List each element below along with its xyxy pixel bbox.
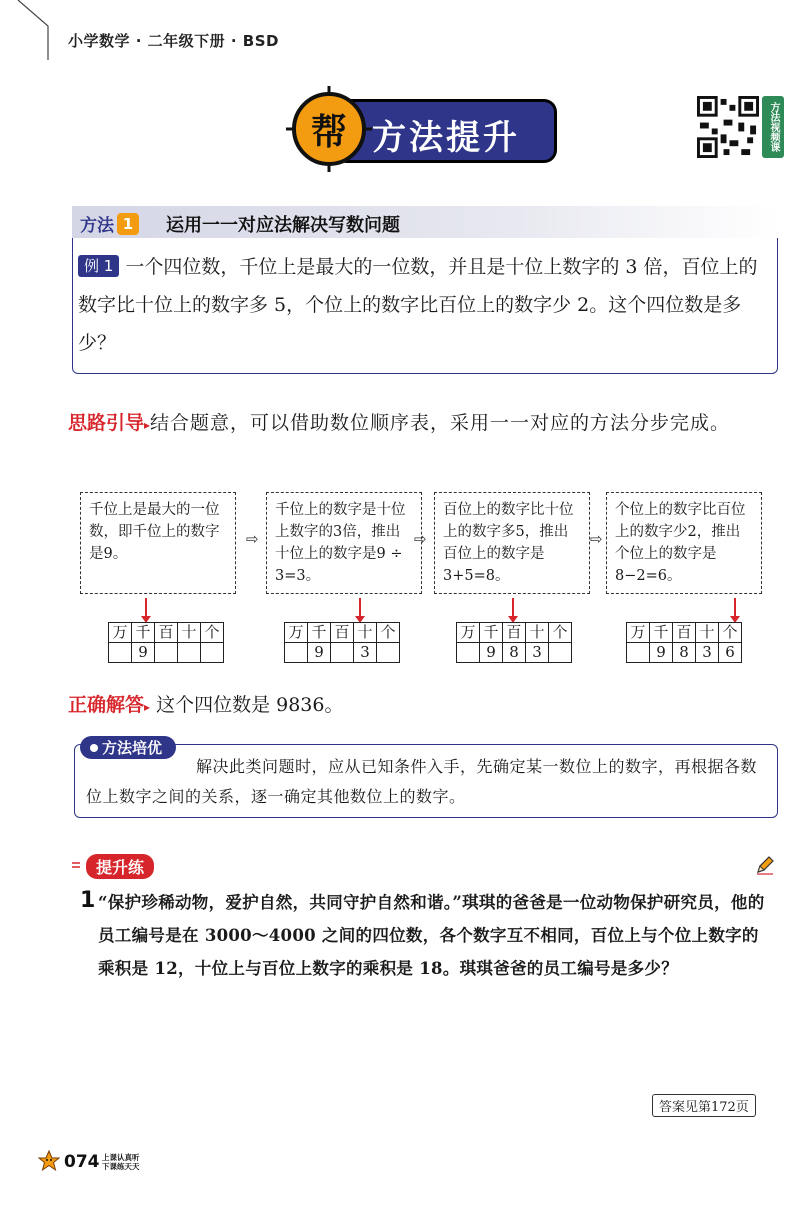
pv-header: 百 [503,623,526,643]
pv-header: 万 [285,623,308,643]
pv-header: 千 [308,623,331,643]
pv-header: 十 [178,623,201,643]
pv-cell: 6 [719,643,742,663]
slogan-line-1: 上课认真听 [102,1153,140,1162]
answer-label [68,694,150,716]
corner-decoration [0,0,60,60]
method-title: 运用一一对应法解决写数问题 [166,215,400,236]
answer-label-text: 正确解答 [68,694,145,716]
arrow-down-icon [359,598,361,618]
place-value-table-4 [626,622,742,663]
pv-header: 十 [354,623,377,643]
pv-cell: 9 [308,643,331,663]
arrow-down-icon [734,598,736,618]
tip-label: 方法培优 [102,739,163,757]
arrow-down-icon [145,598,147,618]
triangle-right-icon: ▸ [144,418,151,432]
pv-cell [377,643,400,663]
pv-cell: 9 [480,643,503,663]
pv-header: 千 [650,623,673,643]
arrow-right-icon: ⇨ [246,530,259,548]
pv-cell [155,643,178,663]
step-box-2: 千位上的数字是十位上数字的3倍，推出十位上的数字是9 ÷ 3=3。 [266,492,422,594]
problem-text: “保护珍稀动物，爱护自然，共同守护自然和谐。”琪琪的爸爸是一位动物保护研究员，他的员工编号是在 3000～4000 之间的四位数，各个数字互不相同，百位上与个位上数字的乘积是 12，十位上与百位上数字的乘积是 18。琪琪爸爸的员工编号是多少？ [98,893,765,978]
qr-tab-label: 方法视频课 [762,96,784,158]
pv-header: 千 [132,623,155,643]
pv-header: 十 [526,623,549,643]
triangle-right-icon: ▸ [144,700,151,714]
arrow-down-icon [512,598,514,618]
pv-header: 个 [719,623,742,643]
step-box-3: 百位上的数字比十位上的数字多5，推出百位上的数字是3+5=8。 [434,492,590,594]
pv-cell: 8 [503,643,526,663]
example-problem [78,248,774,362]
pv-header: 百 [331,623,354,643]
pencil-icon [754,854,776,876]
pv-header: 万 [109,623,132,643]
place-value-table-3 [456,622,572,663]
place-value-table-1 [108,622,224,663]
pv-cell: 8 [673,643,696,663]
pv-header: 百 [155,623,178,643]
pv-cell: 9 [650,643,673,663]
pv-header: 个 [201,623,224,643]
pv-cell: 3 [354,643,377,663]
guide-text: 结合题意，可以借助数位顺序表，采用一一对应的方法分步完成。 [150,412,731,434]
method-tag [80,211,139,236]
correct-answer [68,690,344,717]
pv-header: 十 [696,623,719,643]
footer-slogan [102,1153,140,1171]
step-box-4: 个位上的数字比百位上的数字少2，推出个位上的数字是8−2=6。 [606,492,762,594]
method-number: 1 [117,213,139,235]
example-tag: 例 1 [78,255,119,277]
pv-header: 个 [377,623,400,643]
pv-cell [549,643,572,663]
pv-cell [178,643,201,663]
pv-cell [109,643,132,663]
pv-cell [285,643,308,663]
banner-title: 方法提升 [372,118,520,158]
slogan-line-2: 下课练天天 [102,1162,140,1171]
pv-header: 个 [549,623,572,643]
practice-tag: 提升练 [86,854,154,879]
arrow-right-icon: ⇨ [414,530,427,548]
answer-reference: 答案见第172页 [652,1094,756,1117]
page-number: 074 [64,1152,100,1172]
pv-header: 百 [673,623,696,643]
answer-text: 这个四位数是 9836。 [156,694,344,716]
dash-icon [72,860,82,870]
tip-text: 解决此类问题时，应从已知条件入手，先确定某一数位上的数字，再根据各数位上数字之间的关系，逐一确定其他数位上的数字。 [86,757,758,806]
step-box-1: 千位上是最大的一位数，即千位上的数字是9。 [80,492,236,594]
pv-cell [627,643,650,663]
guide-label [68,412,150,434]
banner-badge-char: 帮 [310,111,347,153]
section-banner [292,92,558,172]
pv-cell [331,643,354,663]
guide-label-text: 思路引导 [68,412,145,434]
problem-number: 1 [80,888,96,913]
pv-cell: 3 [526,643,549,663]
method-tag-label: 方法 [80,216,114,236]
pv-header: 万 [627,623,650,643]
place-value-table-2 [284,622,400,663]
pv-header: 万 [457,623,480,643]
star-mascot-icon [38,1150,60,1172]
pv-cell [457,643,480,663]
qr-code-icon[interactable] [697,96,759,158]
example-text: 一个四位数，千位上是最大的一位数，并且是十位上数字的 3 倍，百位上的数字比十位上的数字多 5，个位上的数字比百位上的数字少 2。这个四位数是多少？ [78,256,758,354]
pv-cell [201,643,224,663]
banner-badge [292,92,366,166]
pv-cell: 3 [696,643,719,663]
book-header: 小学数学 · 二年级下册 · BSD [68,32,279,50]
thinking-guide [68,398,780,450]
pv-header: 千 [480,623,503,643]
pv-cell: 9 [132,643,155,663]
dot-icon [90,744,98,752]
arrow-right-icon: ⇨ [590,530,603,548]
